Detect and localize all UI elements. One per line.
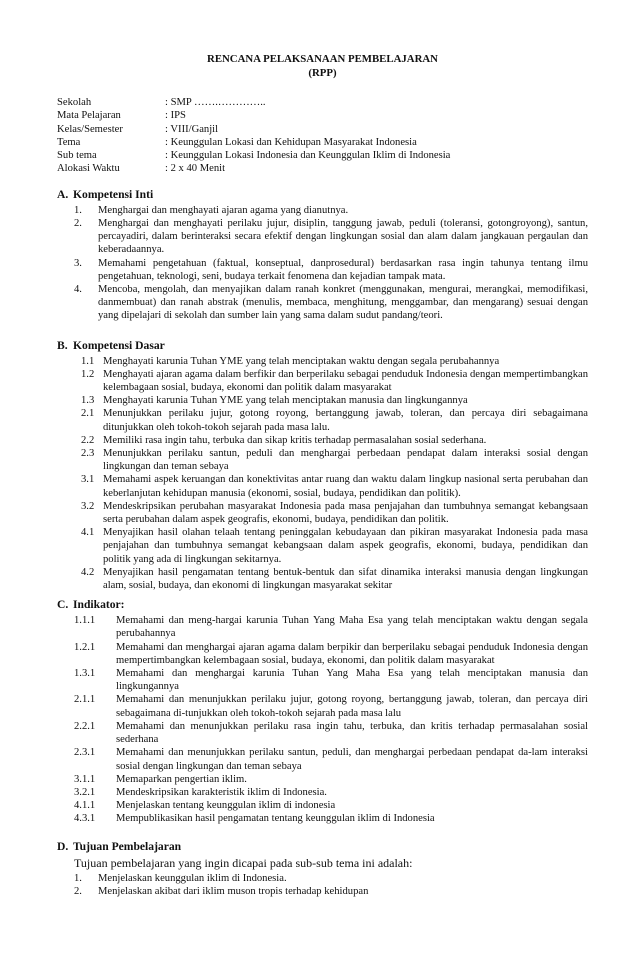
meta-key: Tema <box>57 136 81 148</box>
item-text: Menjelaskan keunggulan iklim di Indonesia. <box>98 872 287 884</box>
meta-key: Kelas/Semester <box>57 123 123 135</box>
section-heading <box>57 188 588 202</box>
indikator-item <box>57 773 588 786</box>
indikator-item <box>57 614 588 640</box>
section-heading <box>57 339 588 353</box>
item-text: Memahami dan menunjukkan perilaku jujur, gotong royong, bertanggung jawab, toleran, dan percaya diri sebagaimana di-tunjukkan oleh tokoh-tokoh sejarah pada masa lalu <box>116 694 588 719</box>
item-text: Menunjukkan perilaku jujur, gotong royong, bertanggung jawab, toleran, dan percaya diri sebagaimana ditunjukkan oleh tokoh-tokoh sejarah pada masa lalu. <box>103 408 588 433</box>
item-text: Memaparkan pengertian iklim. <box>116 773 247 785</box>
meta-value: : Keunggulan Lokasi dan Kehidupan Masyarakat Indonesia <box>165 136 417 148</box>
item-number: 2.3.1 <box>74 747 96 759</box>
indikator-item <box>57 693 588 719</box>
tujuan-item <box>57 872 588 885</box>
kompetensi-inti-item <box>57 204 588 217</box>
item-number: 4.1 <box>81 527 95 539</box>
indikator-item <box>57 667 588 693</box>
section-indikator <box>57 598 588 825</box>
kompetensi-inti-list <box>57 204 588 323</box>
document-header <box>57 52 588 80</box>
indikator-item <box>57 799 588 812</box>
item-number: 1. <box>74 872 82 884</box>
section-title: Tujuan Pembelajaran <box>73 839 182 853</box>
indikator-item <box>57 786 588 799</box>
item-text: Memahami pengetahuan (faktual, konseptual, danprosedural) berdasarkan rasa ingin tahunya tentang ilmu pengetahuan, teknologi, seni, budaya terkait fenomena dan kejadian tampak mata. <box>98 257 588 282</box>
item-text: Menjelaskan akibat dari iklim muson tropis terhadap kehidupan <box>98 885 369 897</box>
section-tujuan-pembelajaran <box>57 840 588 898</box>
item-number: 1.2.1 <box>74 641 96 653</box>
meta-key: Mata Pelajaran <box>57 110 121 122</box>
kompetensi-dasar-item <box>57 500 588 526</box>
meta-value: : 2 x 40 Menit <box>165 163 226 175</box>
kompetensi-inti-item <box>57 257 588 283</box>
meta-key: Sekolah <box>57 97 92 108</box>
meta-row <box>57 149 450 162</box>
item-number: 2.3 <box>81 448 95 460</box>
indikator-item <box>57 641 588 667</box>
item-number: 2.1 <box>81 408 95 420</box>
document-subtitle: (RPP) <box>308 67 337 79</box>
meta-key: Sub tema <box>57 150 97 162</box>
tujuan-list <box>57 872 588 898</box>
item-number: 3.1 <box>81 474 95 486</box>
meta-row <box>57 162 450 175</box>
section-letter: D. <box>57 839 69 853</box>
item-text: Mempublikasikan hasil pengamatan tentang keunggulan iklim di Indonesia <box>116 813 435 825</box>
item-text: Menghargai dan menghayati ajaran agama yang dianutnya. <box>98 204 349 216</box>
section-heading <box>57 840 588 854</box>
kompetensi-dasar-item <box>57 407 588 433</box>
item-text: Memahami dan menunjukkan perilaku rasa ingin tahu, terbuka, dan kritis terhadap permasalahan sosial sederhana <box>116 720 588 746</box>
item-text: Menunjukkan perilaku santun, peduli dan menghargai perbedaan pendapat dalam interaksi sosial dengan lingkungan dan teman sebaya <box>103 448 588 473</box>
meta-table <box>57 96 450 176</box>
item-text: Memahami dan menunjukkan perilaku santun, peduli, dan menghargai perbedaan pendapat da-lam interaksi sosial dengan lingkungan dan teman sebaya <box>116 747 588 772</box>
item-number: 4.1.1 <box>74 800 96 812</box>
item-text: Memahami aspek keruangan dan konektivitas antar ruang dan waktu dalam lingkup nasional serta perubahan dan keberlanjutan kehidupan manusia (ekonomi, sosial, budaya, pendidikan dan politik). <box>103 474 588 499</box>
kompetensi-dasar-item <box>57 394 588 407</box>
kompetensi-dasar-item <box>57 368 588 394</box>
item-text: Mendeskripsikan perubahan masyarakat Indonesia pada masa penjajahan dan tumbuhnya semangat kebangsaan serta perubahan dalam aspek geografis, ekonomi, budaya, pendidikan dan politik. <box>103 500 588 526</box>
item-number: 3.2.1 <box>74 786 96 798</box>
item-number: 1.3.1 <box>74 668 96 680</box>
section-letter: C. <box>57 598 69 612</box>
meta-row <box>57 123 450 136</box>
kompetensi-dasar-item <box>57 473 588 499</box>
meta-row <box>57 136 450 149</box>
kompetensi-dasar-item <box>57 434 588 447</box>
item-number: 3.2 <box>81 500 95 512</box>
meta-row <box>57 96 450 109</box>
indikator-item <box>57 812 588 825</box>
document-title: RENCANA PELAKSANAAN PEMBELAJARAN <box>207 53 438 65</box>
section-title: Kompetensi Dasar <box>73 338 165 352</box>
item-number: 2.2.1 <box>74 720 96 732</box>
meta-value: : SMP …….………….. <box>165 97 266 108</box>
section-kompetensi-dasar <box>57 339 588 593</box>
item-text: Memahami dan meng-hargai karunia Tuhan Yang Maha Esa yang telah menciptakan waktu dengan segala perubahannya <box>116 615 588 640</box>
item-text: Mencoba, mengolah, dan menyajikan dalam ranah konkret (menggunakan, mengurai, merangkai, memodifikasi, danmembuat) dan ranah abstrak (menulis, membaca, menghitung, menggambar, dan mengarang) sesuai dengan yang dipelajari di sekolah dan sumber lain yang sama dalam sudut pandang/teori. <box>98 284 588 322</box>
item-text: Memiliki rasa ingin tahu, terbuka dan sikap kritis terhadap permasalahan sosial sederhana. <box>103 434 487 446</box>
item-text: Menghayati karunia Tuhan YME yang telah menciptakan manusia dan lingkungannya <box>103 395 468 407</box>
kompetensi-inti-item <box>57 283 588 323</box>
item-text: Menghayati ajaran agama dalam berfikir dan berperilaku sebagai penduduk Indonesia dengan mempertimbangkan kelembagaan sosial, budaya, ekonomi dan politik dalam masyarakat <box>103 368 588 394</box>
kompetensi-dasar-item <box>57 447 588 473</box>
meta-value: : VIII/Ganjil <box>165 123 219 135</box>
item-text: Memahami dan menghargai karunia Tuhan Yang Maha Esa yang telah menciptakan manusia dan lingkungannya <box>116 668 588 693</box>
indikator-item <box>57 746 588 772</box>
indikator-list <box>57 614 588 825</box>
item-number: 4.3.1 <box>74 813 96 825</box>
section-kompetensi-inti <box>57 188 588 323</box>
item-text: Menyajikan hasil pengamatan tentang bentuk-bentuk dan sifat dinamika interaksi manusia dengan lingkungan alam, sosial, budaya, dan ekonomi di lingkungan masyarakat sekitar <box>103 566 588 592</box>
indikator-item <box>57 720 588 746</box>
section-heading <box>57 598 588 612</box>
section-letter: A. <box>57 187 69 201</box>
item-text: Menyajikan hasil olahan telaah tentang peninggalan kebudayaan dan pikiran masyarakat Indonesia pada masa penjajahan dan tumbuhnya semangat kebangsaan dalam aspek geografis, ekonomi, budaya, pendidikan dan politik yang ada di lingkungan sekitarnya. <box>103 527 588 565</box>
tujuan-intro: Tujuan pembelajaran yang ingin dicapai pada sub-sub tema ini adalah: <box>74 855 413 870</box>
item-number: 1.2 <box>81 368 95 380</box>
tujuan-item <box>57 885 588 898</box>
item-number: 1.1.1 <box>74 615 96 627</box>
meta-key: Alokasi Waktu <box>57 163 120 175</box>
kompetensi-dasar-item <box>57 526 588 566</box>
item-number: 2. <box>74 885 82 897</box>
item-number: 1. <box>74 204 82 216</box>
kompetensi-dasar-list <box>57 355 588 593</box>
item-number: 3. <box>74 257 82 269</box>
item-text: Menghargai dan menghayati perilaku jujur, disiplin, tanggung jawab, peduli (toleransi, gotongroyong), santun, percayadiri, dalam berinteraksi secara efektif dengan lingkungan sosial dan alam dalam jangkauan pergaulan dan keberadaannya. <box>98 217 588 256</box>
item-text: Menjelaskan tentang keunggulan iklim di indonesia <box>116 800 336 812</box>
item-number: 2. <box>74 217 82 229</box>
kompetensi-inti-item <box>57 217 588 257</box>
item-number: 3.1.1 <box>74 773 96 785</box>
item-number: 2.1.1 <box>74 694 96 706</box>
section-letter: B. <box>57 338 68 352</box>
section-title: Kompetensi Inti <box>73 187 154 201</box>
kompetensi-dasar-item <box>57 355 588 368</box>
item-text: Memahami dan menghargai ajaran agama dalam berpikir dan berperilaku sebagai penduduk Indonesia dengan mempertimbangkan kelembagaan sosial, budaya, ekonomi, dan politik dalam masyarakat <box>116 641 588 666</box>
kompetensi-dasar-item <box>57 566 588 592</box>
item-number: 4. <box>74 284 82 295</box>
meta-value: : Keunggulan Lokasi Indonesia dan Keunggulan Iklim di Indonesia <box>165 150 451 162</box>
item-number: 2.2 <box>81 434 95 446</box>
item-text: Mendeskripsikan karakteristik iklim di Indonesia. <box>116 786 327 798</box>
item-number: 1.3 <box>81 395 95 407</box>
meta-value: : IPS <box>165 110 186 122</box>
item-number: 1.1 <box>81 355 95 367</box>
item-number: 4.2 <box>81 566 95 578</box>
item-text: Menghayati karunia Tuhan YME yang telah menciptakan waktu dengan segala perubahannya <box>103 355 500 367</box>
section-title: Indikator: <box>73 598 125 612</box>
meta-row <box>57 109 450 122</box>
